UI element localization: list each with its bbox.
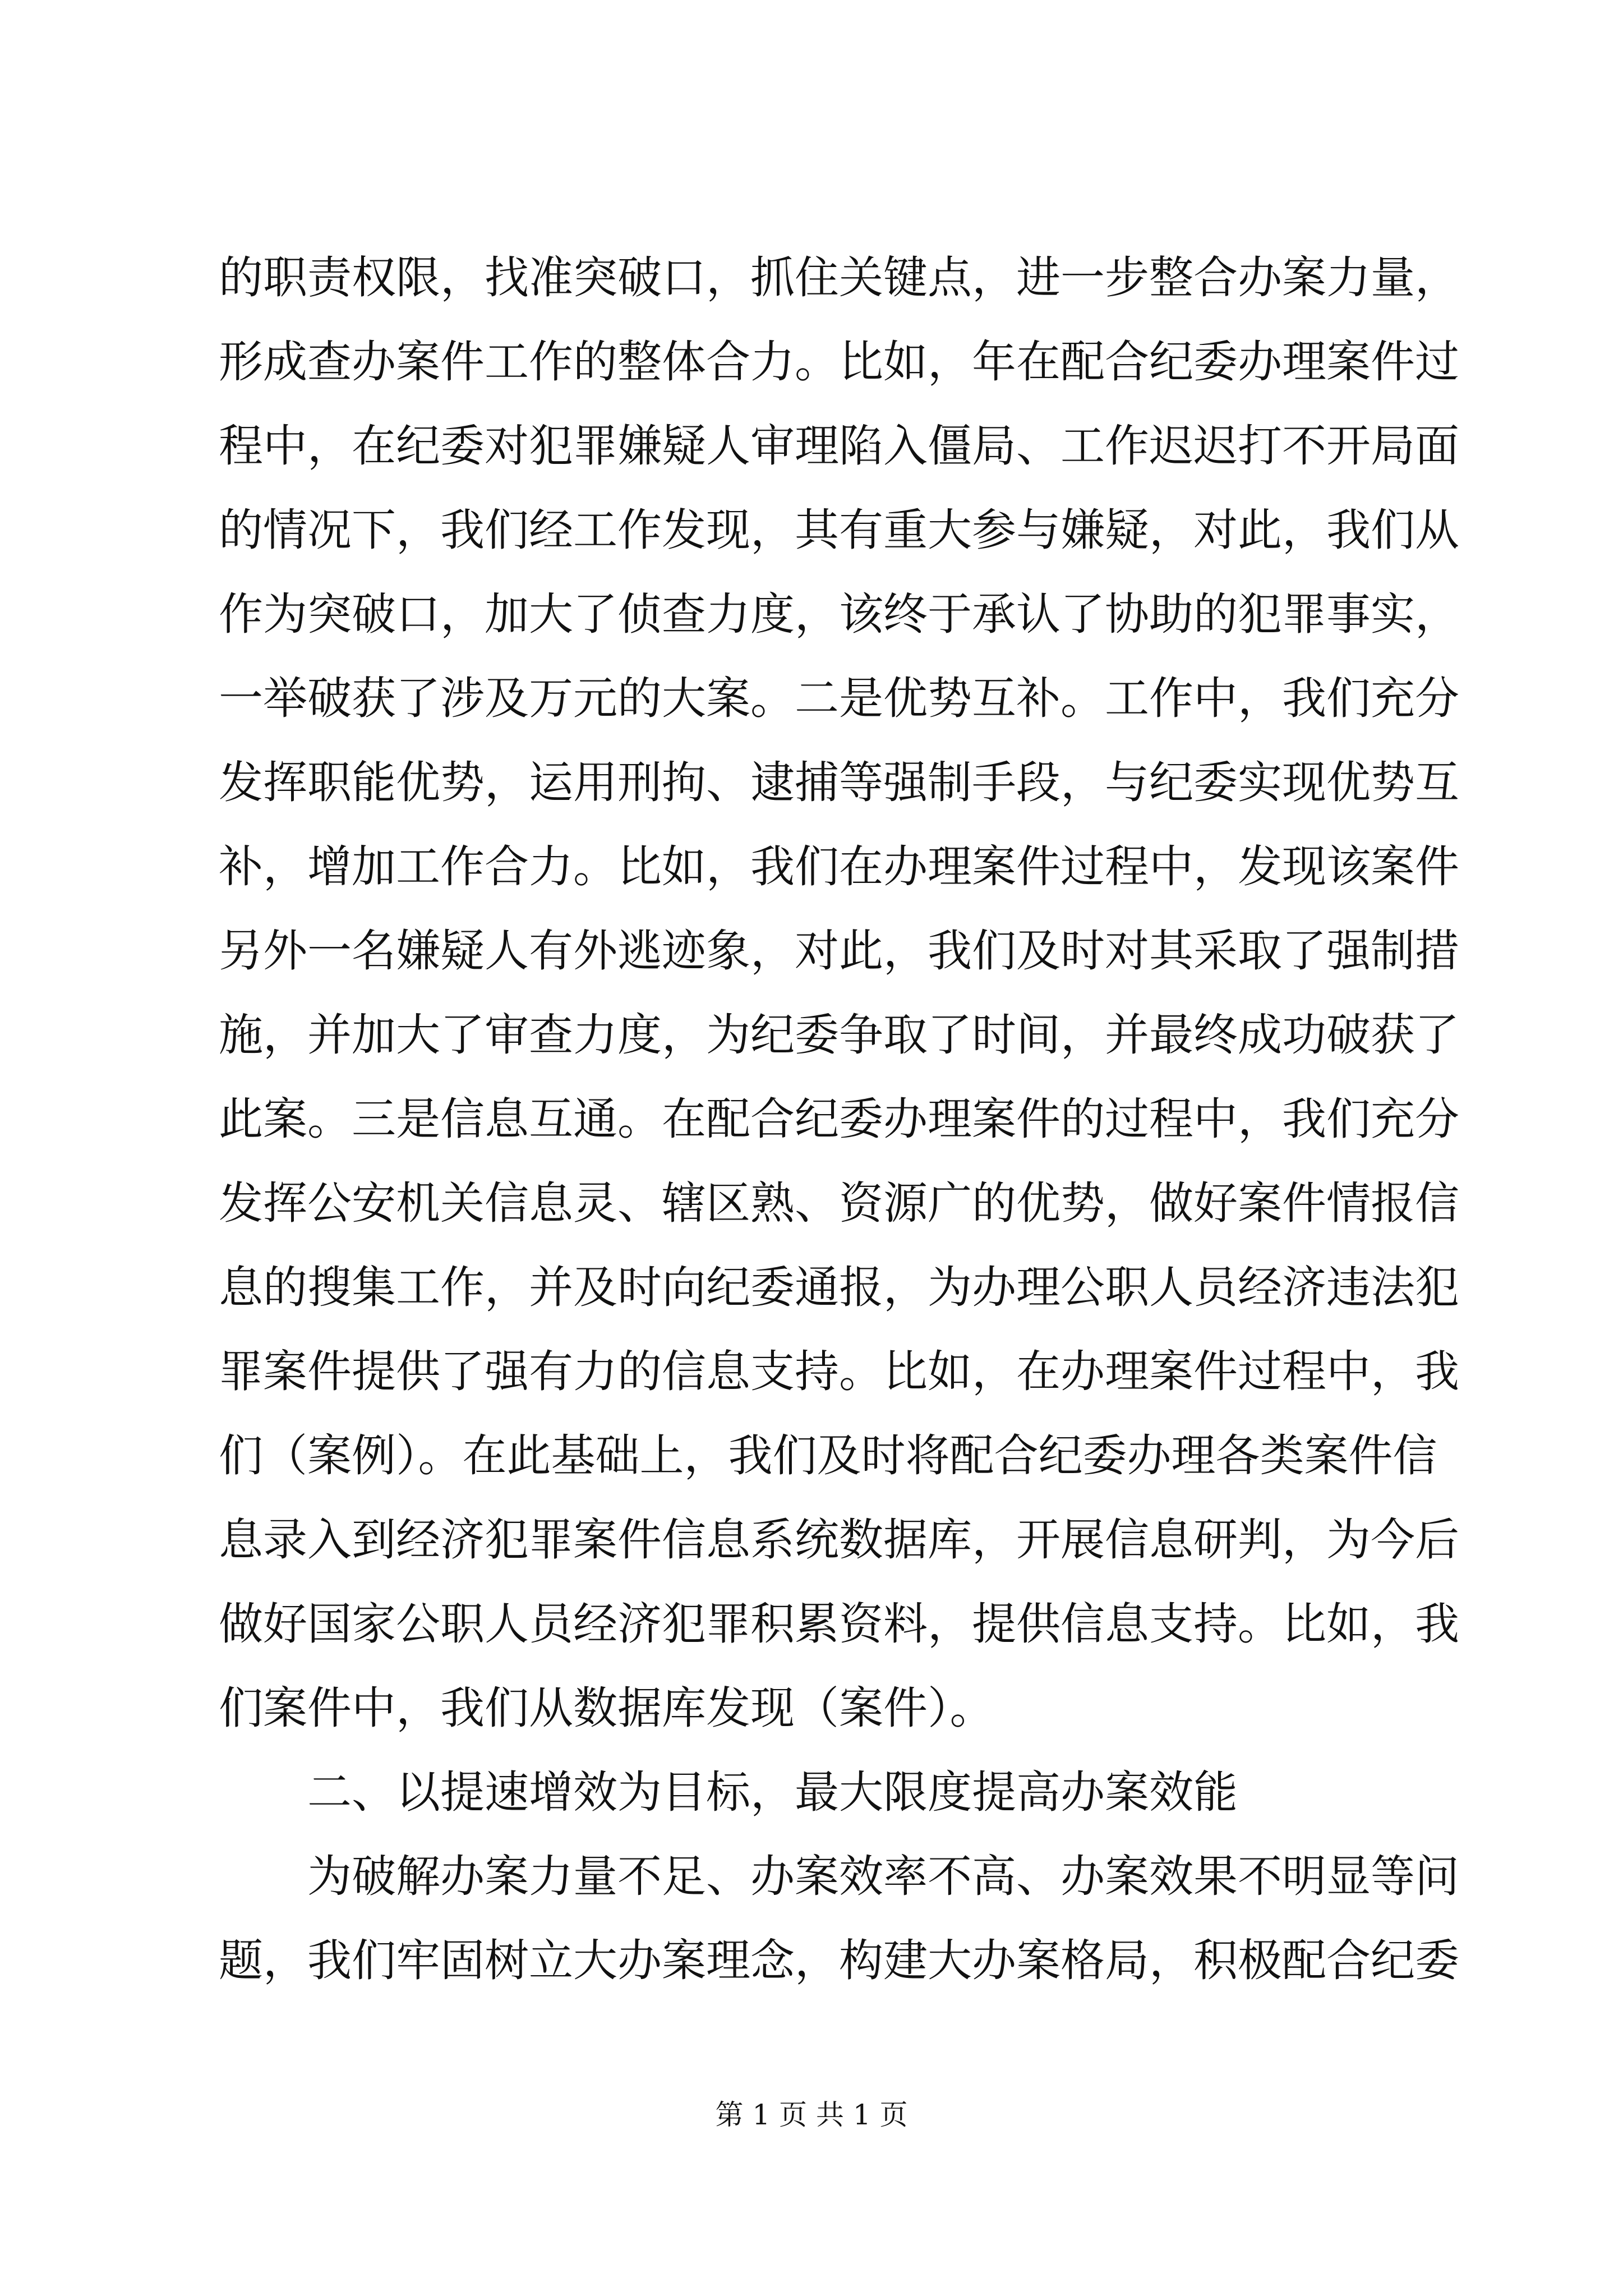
section-heading: 二、以提速增效为目标，最大限度提高办案效能 xyxy=(307,1766,1238,1818)
body-line-1: 的职责权限，找准突破口，抓住关键点，进一步整合办案力量， xyxy=(219,252,1459,303)
body-line-20: 为破解办案力量不足、办案效率不高、办案效果不明显等问 xyxy=(307,1851,1459,1902)
body-line-14: 罪案件提供了强有力的信息支持。比如，在办理案件过程中，我 xyxy=(219,1346,1459,1397)
body-line-11: 此案。三是信息互通。在配合纪委办理案件的过程中，我们充分 xyxy=(219,1093,1459,1145)
body-line-7: 发挥职能优势，运用刑拘、逮捕等强制手段，与纪委实现优势互 xyxy=(219,757,1459,808)
body-line-3: 程中，在纪委对犯罪嫌疑人审理陷入僵局、工作迟迟打不开局面 xyxy=(219,420,1459,472)
body-line-4: 的情况下，我们经工作发现，其有重大参与嫌疑，对此，我们从 xyxy=(219,504,1459,556)
body-line-10: 施，并加大了审查力度，为纪委争取了时间，并最终成功破获了 xyxy=(219,1009,1459,1061)
body-line-8: 补，增加工作合力。比如，我们在办理案件过程中，发现该案件 xyxy=(219,841,1459,892)
body-line-9: 另外一名嫌疑人有外逃迹象，对此，我们及时对其采取了强制措 xyxy=(219,925,1459,977)
body-line-2: 形成查办案件工作的整体合力。比如，年在配合纪委办理案件过 xyxy=(219,336,1459,388)
body-line-17: 做好国家公职人员经济犯罪积累资料，提供信息支持。比如，我 xyxy=(219,1598,1459,1650)
body-line-21: 题，我们牢固树立大办案理念，构建大办案格局，积极配合纪委 xyxy=(219,1935,1459,1986)
body-line-12: 发挥公安机关信息灵、辖区熟、资源广的优势，做好案件情报信 xyxy=(219,1177,1459,1229)
body-line-13: 息的搜集工作，并及时向纪委通报，为办理公职人员经济违法犯 xyxy=(219,1262,1459,1313)
page-number-footer: 第 1 页 共 1 页 xyxy=(715,2099,908,2131)
body-line-16: 息录入到经济犯罪案件信息系统数据库，开展信息研判，为今后 xyxy=(219,1514,1459,1566)
body-line-15: 们（案例）。在此基础上，我们及时将配合纪委办理各类案件信 xyxy=(219,1430,1437,1481)
body-line-18: 们案件中，我们从数据库发现（案件）。 xyxy=(219,1682,994,1734)
body-line-5: 作为突破口，加大了侦查力度，该终于承认了协助的犯罪事实， xyxy=(219,588,1459,640)
body-line-6: 一举破获了涉及万元的大案。二是优势互补。工作中，我们充分 xyxy=(219,673,1459,724)
